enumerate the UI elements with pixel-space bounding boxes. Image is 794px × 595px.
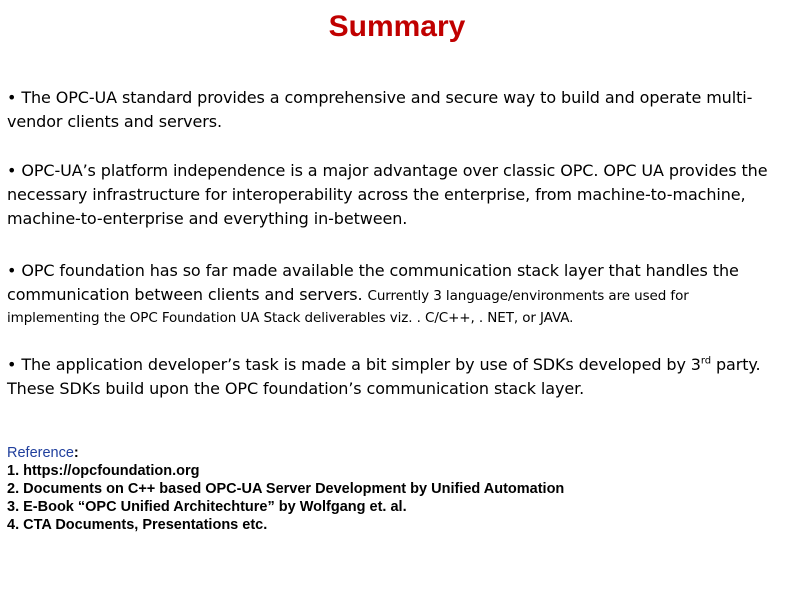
bullet-text-small: implementing the OPC Foundation UA Stack deliverables viz. . C/C++, . NET, or JAVA. <box>7 310 574 326</box>
bullet-item <box>7 259 783 328</box>
bullet-item: • OPC-UA’s platform independence is a major advantage over classic OPC. OPC UA provides the necessary infrastructure for interoperability across the enterprise, from machine-to-machine, machine-to-enterprise and everything in-between. <box>7 161 768 228</box>
bullet-text: • The application developer’s task is made a bit simpler by use of SDKs developed by 3 <box>7 355 701 374</box>
bullet-text-small: Currently 3 language/environments are used for <box>367 288 689 304</box>
bullet-list <box>7 86 783 401</box>
bullet-item <box>7 353 783 401</box>
reference-item: 4. CTA Documents, Presentations etc. <box>7 517 268 533</box>
reference-heading <box>7 444 787 462</box>
superscript: rd <box>700 355 711 367</box>
reference-item: 3. E-Book “OPC Unified Architechture” by Wolfgang et. al. <box>7 499 407 515</box>
page-title: Summary <box>328 10 466 43</box>
reference-colon: : <box>73 445 79 461</box>
reference-item: 2. Documents on C++ based OPC-UA Server Development by Unified Automation <box>7 481 565 497</box>
bullet-text: party. These SDKs build upon the OPC foundation’s communication stack layer. <box>7 355 761 398</box>
bullet-text: • OPC foundation has so far made available the communication stack layer that handles the communication between clients and servers. <box>7 261 739 304</box>
reference-item: 1. https://opcfoundation.org <box>7 463 200 479</box>
bullet-item: • The OPC-UA standard provides a comprehensive and secure way to build and operate multi-vendor clients and servers. <box>7 88 753 131</box>
reference-section <box>7 444 787 534</box>
reference-label: Reference <box>7 445 74 461</box>
